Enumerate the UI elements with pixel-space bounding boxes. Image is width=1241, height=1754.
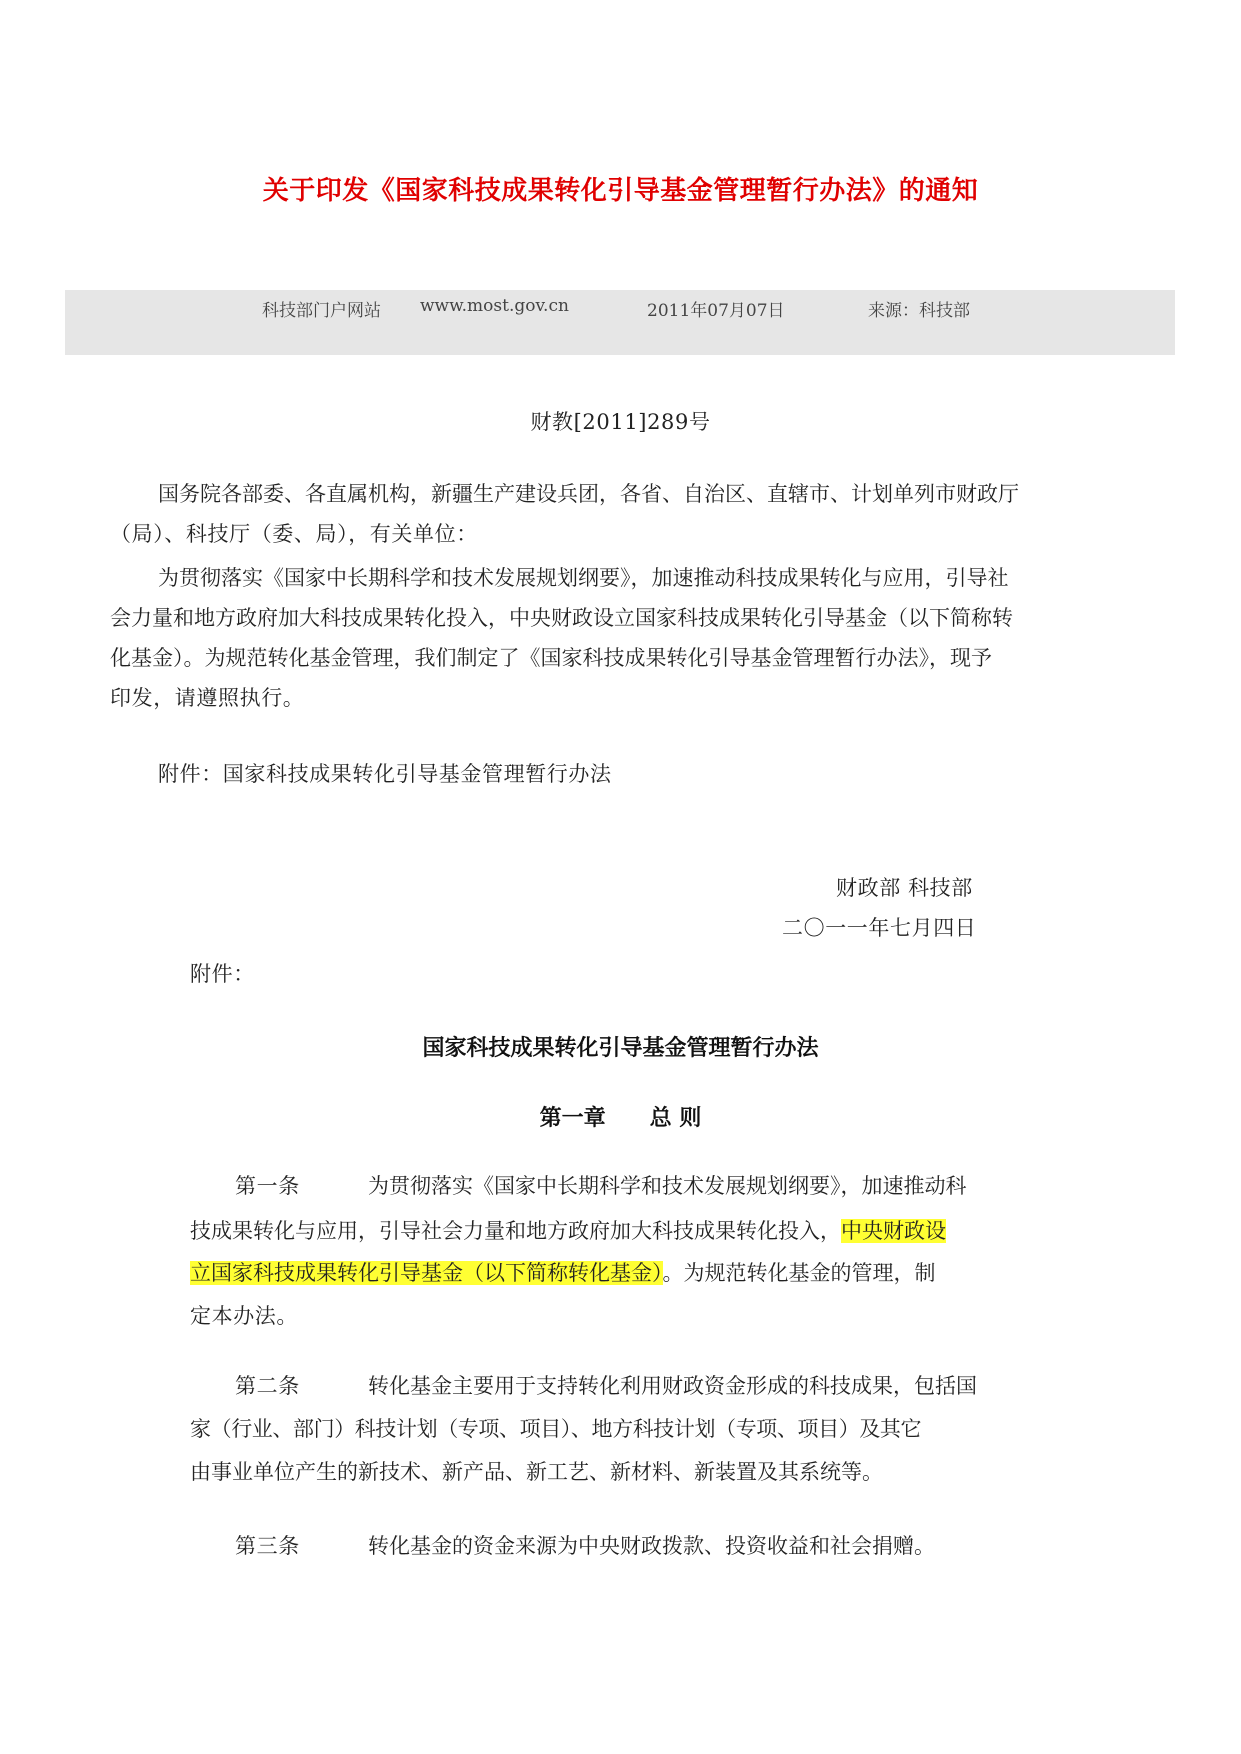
measures-title: 国家科技成果转化引导基金管理暂行办法 [422, 1035, 819, 1061]
article-2-line-3: 由事业单位产生的新技术、新产品、新工艺、新材料、新装置及其系统等。 [190, 1460, 883, 1484]
meta-site: 科技部门户网站 [262, 301, 381, 321]
article-2-line-1: 转化基金主要用于支持转化利用财政资金形成的科技成果，包括国 [368, 1374, 977, 1398]
article-3-line-1: 转化基金的资金来源为中央财政拨款、投资收益和社会捐赠。 [368, 1534, 935, 1558]
meta-date: 2011年07月07日 [647, 301, 785, 321]
intro-line-4: 印发，请遵照执行。 [110, 686, 305, 710]
attachment-label: 附件： [190, 962, 255, 986]
chapter-heading: 第一章 总 则 [539, 1105, 702, 1131]
intro-line-1: 为贯彻落实《国家中长期科学和技术发展规划纲要》，加速推动科技成果转化与应用，引导社 [158, 566, 1009, 590]
article-3-label: 第三条 [235, 1534, 300, 1558]
highlight-span: 中央财政设 [841, 1219, 946, 1243]
intro-line-2: 会力量和地方政府加大科技成果转化投入，中央财政设立国家科技成果转化引导基金（以下简称转 [110, 606, 1013, 630]
meta-url: www.most.gov.cn [420, 296, 569, 316]
signers: 财政部 科技部 [836, 876, 973, 900]
doc-number: 财教[2011]289号 [530, 410, 711, 434]
article-2-label: 第二条 [235, 1374, 300, 1398]
addressee-line-2: （局）、科技厅（委、局），有关单位： [110, 522, 478, 546]
article-1-label: 第一条 [235, 1174, 300, 1198]
article-1-line-1: 为贯彻落实《国家中长期科学和技术发展规划纲要》，加速推动科 [368, 1174, 967, 1198]
article-2-line-2: 家（行业、部门）科技计划（专项、项目）、地方科技计划（专项、项目）及其它 [190, 1417, 922, 1441]
article-1-line-2: 技成果转化与应用，引导社会力量和地方政府加大科技成果转化投入，中央财政设 [190, 1219, 946, 1243]
attachment-line: 附件：国家科技成果转化引导基金管理暂行办法 [158, 762, 612, 786]
article-1-line-3: 立国家科技成果转化引导基金（以下简称转化基金）。为规范转化基金的管理，制 [190, 1261, 936, 1285]
sign-date: 二〇一一年七月四日 [782, 916, 977, 940]
meta-bar [65, 290, 1175, 355]
addressee-line-1: 国务院各部委、各直属机构，新疆生产建设兵团，各省、自治区、直辖市、计划单列市财政厅 [158, 482, 1019, 506]
intro-line-3: 化基金）。为规范转化基金管理，我们制定了《国家科技成果转化引导基金管理暂行办法》，现予 [110, 646, 992, 670]
highlight-span: 立国家科技成果转化引导基金（以下简称转化基金） [190, 1261, 663, 1285]
article-1-line-4: 定本办法。 [190, 1304, 298, 1328]
document-title: 关于印发《国家科技成果转化引导基金管理暂行办法》的通知 [262, 176, 979, 206]
meta-source: 来源：科技部 [868, 301, 970, 321]
